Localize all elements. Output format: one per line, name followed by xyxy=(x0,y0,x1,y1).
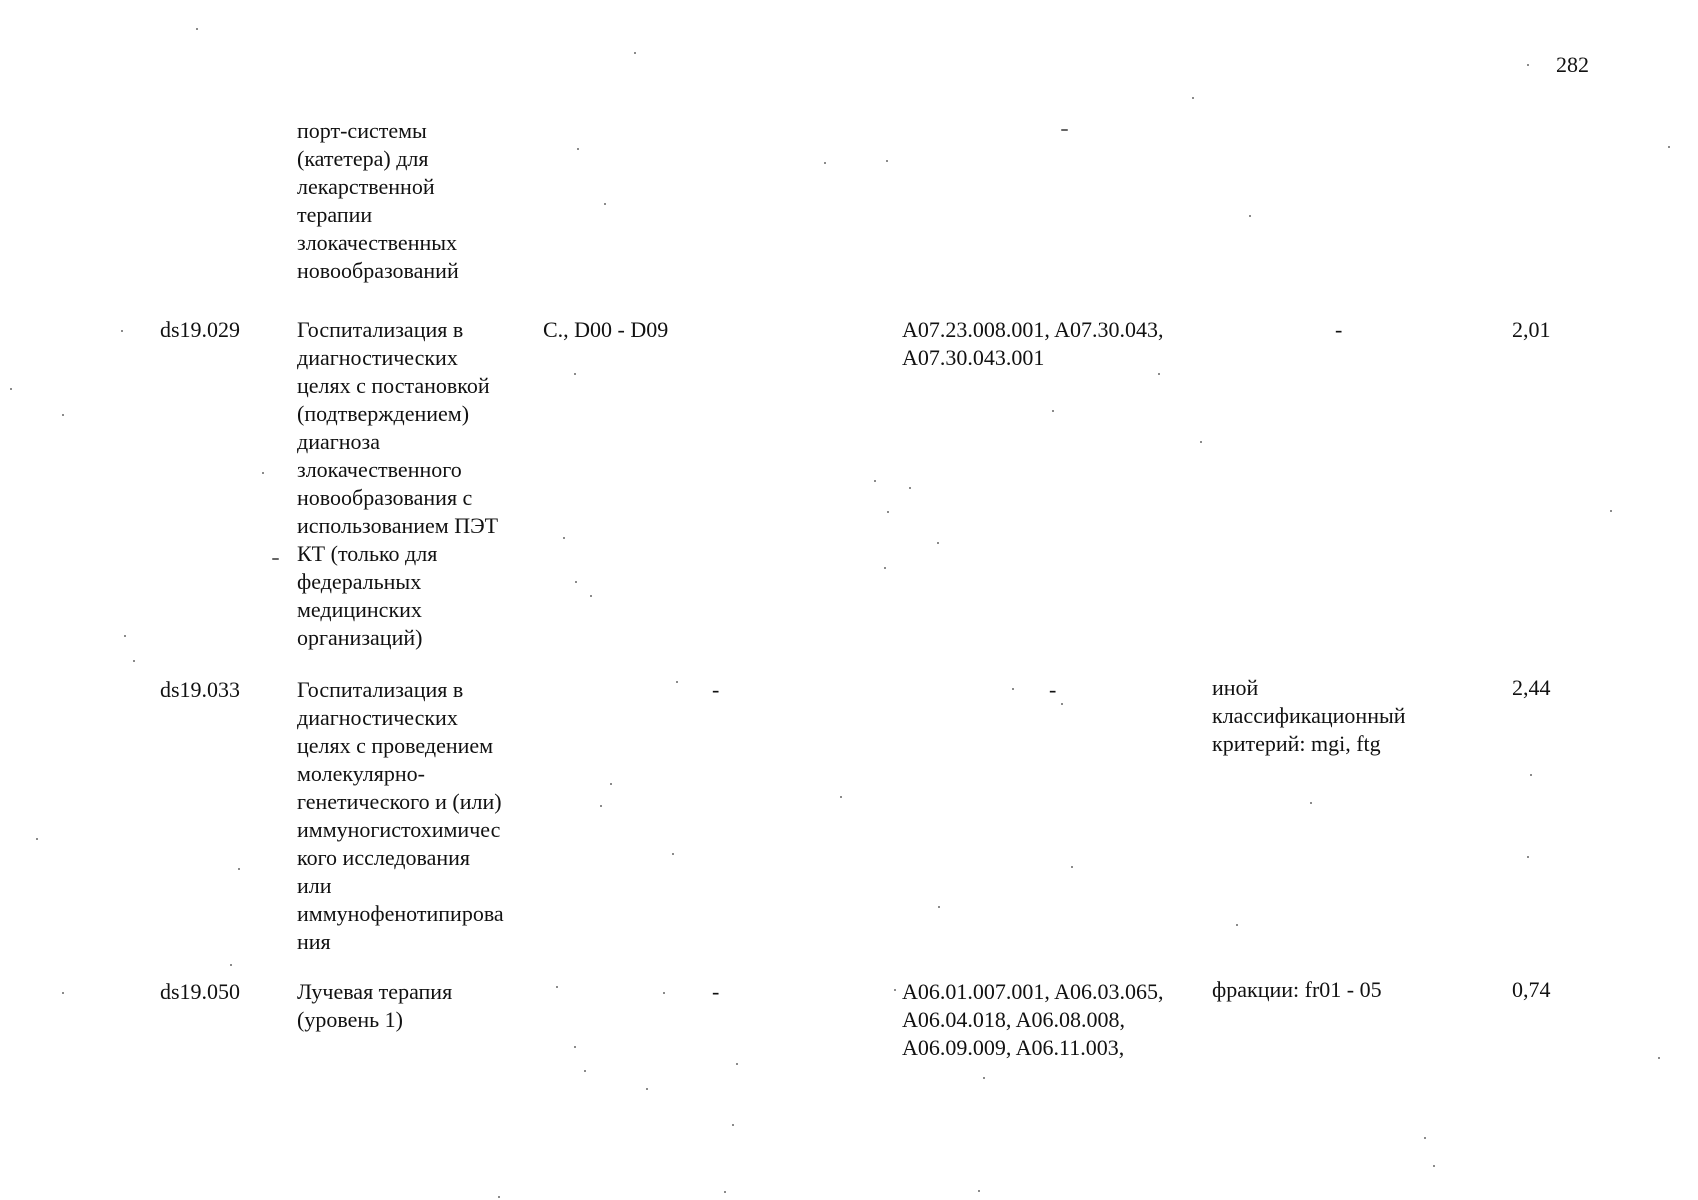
service-codes-cell: A06.01.007.001, A06.03.065, A06.04.018, A06.08.008, A06.09.009, A06.11.003, xyxy=(902,979,1164,1060)
scan-speck xyxy=(909,487,911,489)
scan-speck xyxy=(498,1196,500,1198)
scan-speck xyxy=(238,868,240,870)
scan-speck xyxy=(556,986,558,988)
scan-speck xyxy=(937,542,939,544)
scan-speck xyxy=(1061,703,1063,705)
scan-speck xyxy=(732,1124,734,1126)
criteria-cell: иной классификационный критерий: mgi, ftg xyxy=(1212,675,1406,756)
scan-speck xyxy=(574,1046,576,1048)
scan-speck xyxy=(1236,924,1238,926)
scan-speck xyxy=(874,480,876,482)
coefficient-cell: 2,44 xyxy=(1512,675,1551,700)
scan-speck xyxy=(1200,441,1202,443)
scan-speck xyxy=(62,414,64,416)
group-name-cell: Госпитализация в диагностических целях с проведением молекулярно- генетического и (или) иммуногистохимичес кого исследования или иммунофенотипирова ния xyxy=(297,677,504,954)
scan-speck xyxy=(886,160,888,162)
criteria-cell: фракции: fr01 - 05 xyxy=(1212,977,1382,1002)
icd-codes-cell: - xyxy=(712,677,720,702)
group-code-cell: ds19.050 xyxy=(160,979,241,1004)
scan-speck xyxy=(575,581,577,583)
scan-speck xyxy=(1012,688,1014,690)
coefficient-cell: 2,01 xyxy=(1512,317,1551,342)
scan-speck xyxy=(230,964,232,966)
scan-speck xyxy=(676,681,678,683)
scan-speck xyxy=(938,906,940,908)
scan-speck xyxy=(1527,856,1529,858)
scan-speck xyxy=(663,992,665,994)
scan-speck xyxy=(887,511,889,513)
scan-speck xyxy=(262,472,264,474)
scan-speck xyxy=(1192,97,1194,99)
scan-speck xyxy=(1658,1057,1660,1059)
scan-speck xyxy=(10,388,12,390)
scan-speck xyxy=(133,660,135,662)
scan-speck xyxy=(272,558,279,560)
coefficient-cell: 0,74 xyxy=(1512,977,1551,1002)
group-name-cell: порт-системы (катетера) для лекарственной терапии злокачественных новообразований xyxy=(297,118,459,283)
scan-speck xyxy=(590,595,592,597)
scan-speck xyxy=(121,330,123,332)
scan-speck xyxy=(1071,866,1073,868)
scan-speck xyxy=(634,52,636,54)
scan-speck xyxy=(196,28,198,30)
scan-speck xyxy=(840,796,842,798)
scan-speck xyxy=(646,1088,648,1090)
icd-codes-cell: C., D00 - D09 xyxy=(543,317,669,342)
scan-speck xyxy=(894,989,896,991)
scan-speck xyxy=(1610,510,1612,512)
scan-speck xyxy=(584,1070,586,1072)
scan-speck xyxy=(1310,802,1312,804)
scan-speck xyxy=(563,537,565,539)
scan-speck xyxy=(672,853,674,855)
scan-speck xyxy=(1433,1165,1435,1167)
scan-speck xyxy=(1158,373,1160,375)
page-number: 282 xyxy=(1556,52,1589,77)
scan-speck xyxy=(978,1190,980,1192)
scan-speck xyxy=(724,1191,726,1193)
criteria-cell: - xyxy=(1335,317,1343,342)
scan-speck xyxy=(1052,410,1054,412)
scan-speck xyxy=(824,162,826,164)
scan-speck xyxy=(1424,1137,1426,1139)
group-code-cell: ds19.029 xyxy=(160,317,241,342)
scan-speck xyxy=(62,992,64,994)
group-code-cell: ds19.033 xyxy=(160,677,241,702)
scan-speck xyxy=(574,373,576,375)
scan-speck xyxy=(1530,774,1532,776)
scan-speck xyxy=(124,635,126,637)
scan-speck xyxy=(577,148,579,150)
scan-speck xyxy=(884,567,886,569)
service-codes-cell: A07.23.008.001, A07.30.043, A07.30.043.001 xyxy=(902,317,1164,370)
scan-speck xyxy=(604,203,606,205)
scan-speck xyxy=(1249,215,1251,217)
scan-speck xyxy=(1668,146,1670,148)
group-name-cell: Лучевая терапия (уровень 1) xyxy=(297,979,453,1032)
scan-speck xyxy=(736,1063,738,1065)
scan-speck xyxy=(36,838,38,840)
scan-speck xyxy=(610,783,612,785)
scan-speck xyxy=(1061,129,1068,131)
scan-speck xyxy=(1527,64,1529,66)
group-name-cell: Госпитализация в диагностических целях с постановкой (подтверждением) диагноза злокачественного новообразования с использованием ПЭТ КТ (только для федеральных медицинских организаций) xyxy=(297,317,499,650)
scan-speck xyxy=(600,805,602,807)
icd-codes-cell: - xyxy=(712,979,720,1004)
service-codes-cell: - xyxy=(1049,677,1057,702)
scan-speck xyxy=(983,1077,985,1079)
